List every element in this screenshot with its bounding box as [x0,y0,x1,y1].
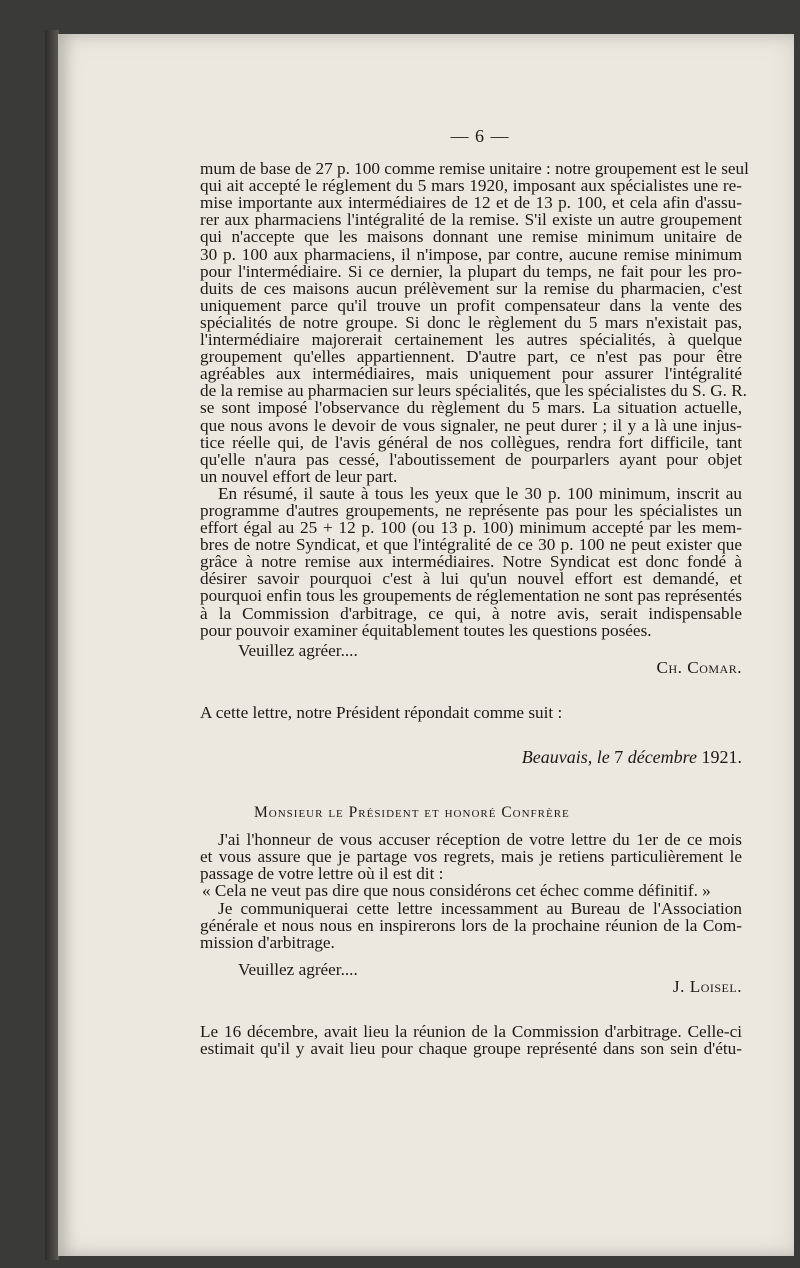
text-line: Le 16 décembre, avait lieu la réunion de la Commission d'arbitrage. Celle-ci [200,1022,742,1042]
text-line: de la remise au pharmacien sur leurs spécialités, que les spécialistes du S. G. R. [200,381,747,401]
text-line: programme d'autres groupements, ne représente pas pour les spécialistes un [200,500,742,520]
text-line: qui ait accepté le réglement du 5 mars 1920, imposant aux spécialistes une re- [200,176,742,196]
text-line: passage de votre lettre où il est dit : [200,864,444,884]
page-text [200,126,749,1059]
paragraph-5 [200,1023,742,1057]
text-line: que nous avons le devoir de vous signaler, ne peut durer ; il y a là une injus- [200,415,742,435]
text-line: mission d'arbitrage. [200,932,335,952]
text-line: Je communiquerai cette lettre incessamment au Bureau de l'Association [218,898,742,918]
text-line: pour pouvoir examiner équitablement toutes les questions posées. [200,620,652,640]
signature-loisel: J. Loisel. [672,976,742,996]
text-line: duits de ces maisons aucun prélèvement sur la remise du pharmacien, c'est [200,278,742,298]
text-line: estimait qu'il y avait lieu pour chaque groupe représenté dans son sein d'étu- [200,1039,742,1059]
text-line: l'intermédiaire majorerait certainement les autres spécialités, à quelque [200,330,742,350]
text-line: pour l'intermédiaire. Si ce dernier, la plupart du temps, ne fait pour les pro- [200,261,742,281]
quote: « Cela ne veut pas dire que nous considérons cet échec comme définitif. » [202,881,711,901]
paragraph-3 [200,831,742,882]
text-line: à la Commission d'arbitrage, ce qui, à notre avis, serait indispensable [200,603,742,623]
signature-comar: Ch. Comar. [656,657,742,677]
text-line: et vous assure que je partage vos regrets, mais je retiens particulièrement le [200,847,742,867]
text-line: J'ai l'honneur de vous accuser réception de votre lettre du 1er de ce mois [218,830,742,850]
text-line: spécialités de notre groupe. Si donc le règlement du 5 mars n'existait pas, [200,312,742,332]
text-line: mum de base de 27 p. 100 comme remise unitaire : notre groupement est le seul [200,159,749,179]
text-line: agréables aux intermédiaires, mais uniquement pour assurer l'intégralité [200,364,742,384]
closing-1: Veuillez agréer.... [238,640,358,660]
page-left-edge [45,30,59,1260]
text-line: un nouvel effort de leur part. [200,466,398,486]
page-number: — 6 — [450,126,510,146]
intro-reply: A cette lettre, notre Président répondait comme suit : [200,702,563,722]
text-line: désirer savoir pourquoi c'est à lui qu'un nouvel effort est demandé, et [200,569,742,589]
letter-date: Beauvais, le 7 décembre 1921. [521,747,742,767]
text-line: uniquement parce qu'il trouve un profit compensateur dans la vente des [200,295,742,315]
text-line: se sont imposé l'observance du règlement du 5 mars. La situation actuelle, [200,398,742,418]
text-line: pourquoi enfin tous les groupements de réglementation ne sont pas représentés [200,586,742,606]
text-line: groupement qu'elles appartiennent. D'autre part, ce n'est pas pour être [200,347,742,367]
text-line: bres de notre Syndicat, et que l'intégralité de ce 30 p. 100 ne peut exister que [200,535,742,555]
text-line: effort égal au 25 + 12 p. 100 (ou 13 p. 100) minimum accepté par les mem- [200,518,742,538]
text-line: qu'elle n'aura pas cessé, l'aboutissement de pourparlers ayant pour objet [200,449,742,469]
text-line: tice réelle qui, de l'avis général de nos collègues, rendra fort difficile, tant [200,432,742,452]
text-line: qui n'accepte que les maisons donnant une remise minimum unitaire de [200,227,742,247]
text-line: générale et nous nous en inspirerons lors de la prochaine réunion de la Com- [200,915,742,935]
closing-2: Veuillez agréer.... [238,959,358,979]
paragraph-4 [200,900,742,951]
text-line: En résumé, il saute à tous les yeux que le 30 p. 100 minimum, inscrit au [218,483,742,503]
text-line: rer aux pharmaciens l'intégralité de la remise. S'il existe un autre groupement [200,210,742,230]
text-line: mise importante aux intermédiaires de 12 et de 13 p. 100, et cela afin d'assu- [200,193,742,213]
text-line: grâce à notre remise aux intermédiaires. Notre Syndicat est donc fondé à [200,552,742,572]
paragraph-2 [200,485,742,639]
salutation: Monsieur le Président et honoré Confrère [254,804,570,822]
text-line: 30 p. 100 aux pharmaciens, il n'impose, par contre, aucune remise minimum [200,244,742,264]
paragraph-1 [200,159,749,486]
